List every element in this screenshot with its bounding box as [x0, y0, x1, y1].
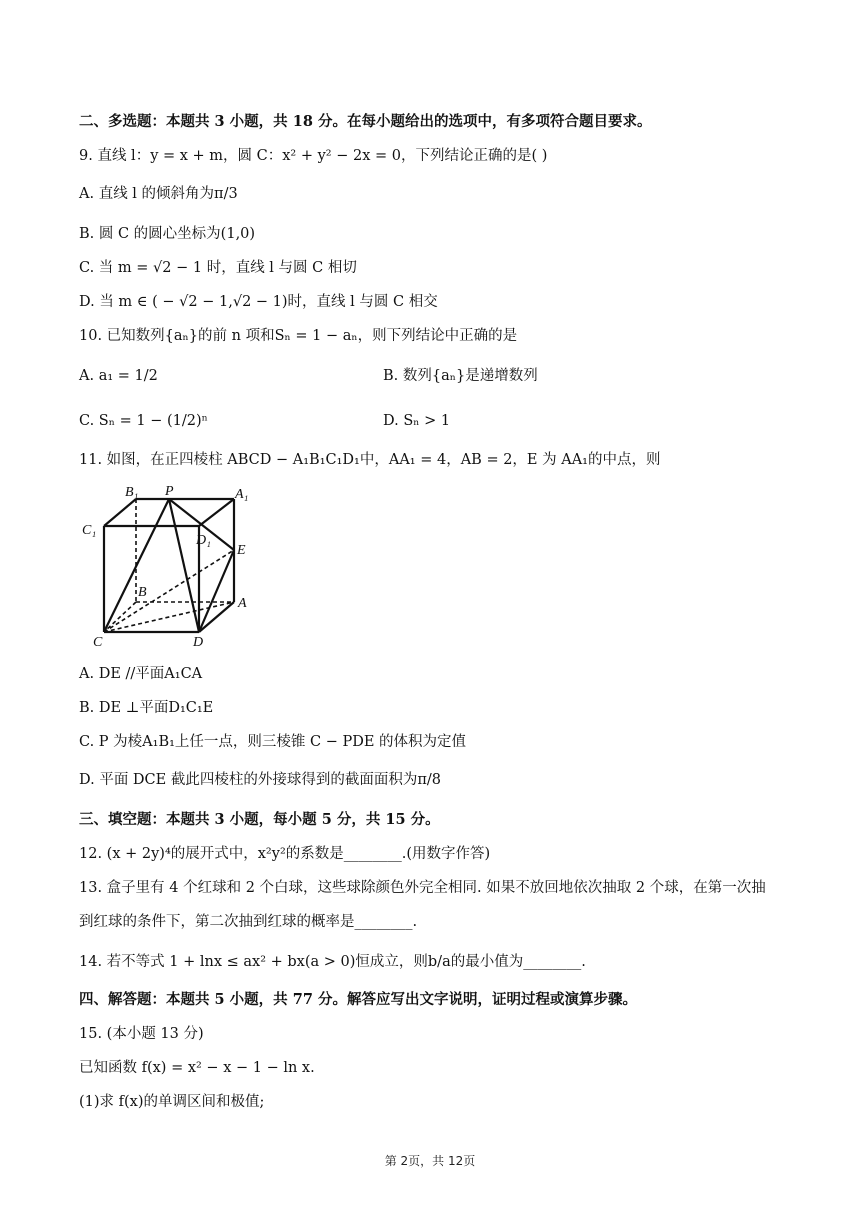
question-13-line-2: 到红球的条件下，第二次抽到红球的概率是________.	[79, 914, 418, 930]
question-9-option-d: D. 当 m ∈ ( − √2 − 1,√2 − 1)时，直线 l 与圆 C 相交	[79, 294, 438, 310]
question-10-option-b: B. 数列{aₙ}是递增数列	[383, 368, 538, 384]
label-a1: A₁	[235, 487, 249, 502]
question-14: 14. 若不等式 1 + lnx ≤ ax² + bx(a > 0)恒成立，则b/a的最小值为________.	[79, 954, 586, 970]
label-b: B	[138, 585, 147, 600]
question-9-option-b: B. 圆 C 的圆心坐标为(1,0)	[79, 226, 256, 242]
question-9-option-c: C. 当 m = √2 − 1 时，直线 l 与圆 C 相切	[79, 260, 357, 276]
question-10-stem: 10. 已知数列{aₙ}的前 n 项和Sₙ = 1 − aₙ，则下列结论中正确的是	[79, 328, 518, 344]
question-11-option-b: B. DE ⊥平面D₁C₁E	[79, 700, 214, 716]
question-13-line-1: 13. 盒子里有 4 个红球和 2 个白球，这些球除颜色外完全相同. 如果不放回地依次抽取 2 个球，在第一次抽	[79, 880, 766, 896]
label-b1: B₁	[125, 485, 139, 500]
label-p: P	[165, 484, 174, 499]
question-11-stem: 11. 如图，在正四棱柱 ABCD − A₁B₁C₁D₁中，AA₁ = 4，AB = 2，E 为 AA₁的中点，则	[79, 452, 661, 468]
label-c: C	[93, 635, 103, 650]
prism-figure	[79, 484, 259, 654]
label-d1: D₁	[196, 533, 211, 548]
question-9-stem: 9. 直线 l：y = x + m，圆 C：x² + y² − 2x = 0，下列结论正确的是( )	[79, 148, 548, 164]
section-header-fill-in: 三、填空题：本题共 3 小题，每小题 5 分，共 15 分。	[79, 811, 440, 828]
question-11-option-d: D. 平面 DCE 截此四棱柱的外接球得到的截面面积为π/8	[79, 772, 441, 788]
label-d: D	[193, 635, 204, 650]
section-header-multiple-choice: 二、多选题：本题共 3 小题，共 18 分。在每小题给出的选项中，有多项符合题目要求。	[79, 113, 652, 130]
question-15-part-1: (1)求 f(x)的单调区间和极值;	[79, 1094, 265, 1110]
label-e: E	[237, 543, 246, 558]
question-11-option-c: C. P 为棱A₁B₁上任一点，则三棱锥 C − PDE 的体积为定值	[79, 734, 467, 750]
section-header-free-response: 四、解答题：本题共 5 小题，共 77 分。解答应写出文字说明，证明过程或演算步骤。	[79, 991, 637, 1008]
label-a: A	[238, 596, 247, 611]
question-10-option-d: D. Sₙ > 1	[383, 413, 451, 429]
question-12: 12. (x + 2y)⁴的展开式中，x²y²的系数是________.(用数字作答)	[79, 846, 491, 862]
question-15-given: 已知函数 f(x) = x² − x − 1 − ln x.	[79, 1060, 315, 1076]
question-15-title: 15. (本小题 13 分)	[79, 1026, 204, 1042]
question-11-option-a: A. DE //平面A₁CA	[79, 666, 203, 682]
question-10-option-c: C. Sₙ = 1 − (1/2)ⁿ	[79, 413, 208, 429]
label-c1: C₁	[82, 523, 97, 538]
question-10-option-a: A. a₁ = 1/2	[79, 368, 158, 384]
question-9-option-a: A. 直线 l 的倾斜角为π/3	[79, 186, 238, 202]
page-footer: 第 2页，共 12页	[384, 1154, 476, 1168]
